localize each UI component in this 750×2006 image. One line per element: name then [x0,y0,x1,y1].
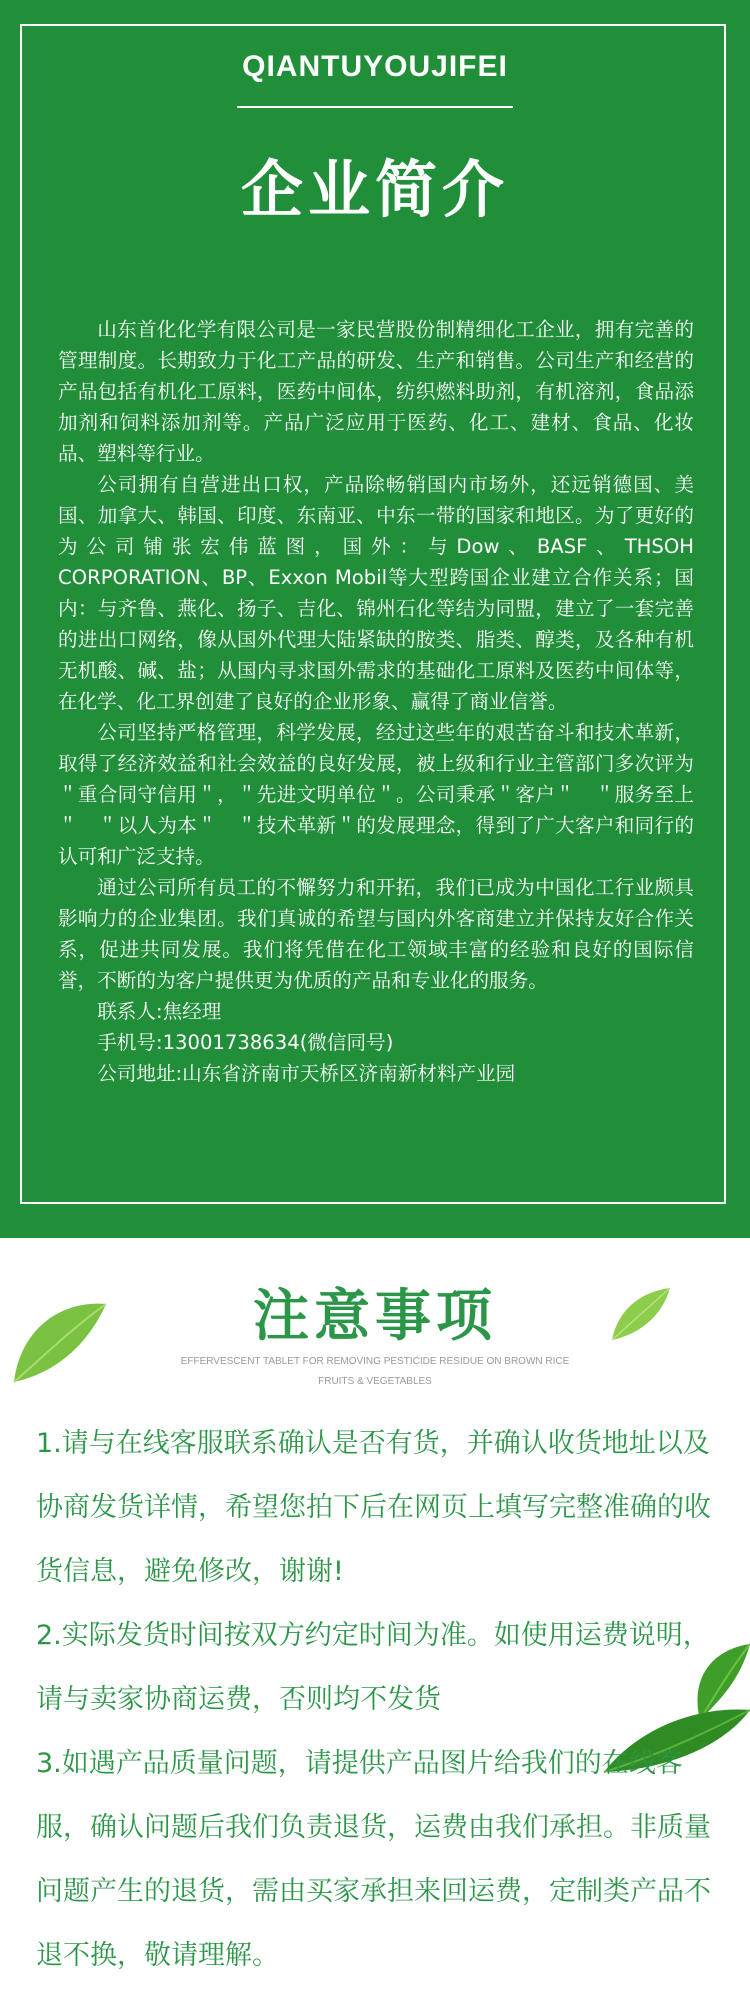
notice-subtitle-line: EFFERVESCENT TABLET FOR REMOVING PESTICIDE RESIDUE ON BROWN RICE [180,1356,570,1367]
notice-item: 2.实际发货时间按双方约定时间为准。如使用运费说明，请与卖家协商运费，否则均不发货 [36,1620,710,1715]
intro-title: 企业简介 [240,153,509,226]
intro-paragraph: 山东首化化学有限公司是一家民营股份制精细化工企业，拥有完善的管理制度。长期致力于化工产品的研发、生产和销售。公司生产和经营的产品包括有机化工原料，医药中间体，纺织燃料助剂，有机溶剂，食品添加剂和饲料添加剂等。产品广泛应用于医药、化工、建材、食品、化妆品、塑料等行业。 [58,318,694,465]
notice-list [36,1412,720,1988]
notice-subtitle [0,1352,750,1392]
notice-item: 3.如遇产品质量问题，请提供产品图片给我们的在线客服，确认问题后我们负责退货，运费由我们承担。非质量问题产生的退货，需由买家承担来回运费，定制类产品不退不换，敬请理解。 [36,1748,711,1971]
intro-body [58,314,694,1089]
contact-phone: 手机号:13001738634(微信同号) [97,1031,394,1054]
intro-paragraph: 公司拥有自营进出口权，产品除畅销国内市场外，还远销德国、美国、加拿大、韩国、印度、东南亚、中东一带的国家和地区。为了更好的为公司铺张宏伟蓝图，国外：与Dow、BASF、THSOH CORPORATION、BP、Exxon Mobil等大型跨国企业建立合作关系；国内：与齐鲁、燕化、扬子、吉化、锦州石化等结为同盟，建立了一套完善的进出口网络，像从国外代理大陆紧缺的胺类、脂类、醇类，及各种有机无机酸、碱、盐；从国内寻求国外需求的基础化工原料及医药中间体等，在化学、化工界创建了良好的企业形象、赢得了商业信誉。 [58,473,694,713]
brand-name: QIANTUYOUJIFEI [242,50,508,83]
contact-address: 公司地址:山东省济南市天桥区济南新材料产业园 [97,1062,516,1085]
notice-item: 1.请与在线客服联系确认是否有货，并确认收货地址以及协商发货详情，希望您拍下后在网页上填写完整准确的收货信息，避免修改，谢谢! [36,1428,711,1587]
intro-paragraph: 公司坚持严格管理，科学发展，经过这些年的艰苦奋斗和技术革新，取得了经济效益和社会效益的良好发展，被上级和行业主管部门多次评为＂重合同守信用＂，＂先进文明单位＂。公司秉承＂客户＂ ＂服务至上＂ ＂以人为本＂ ＂技术革新＂的发展理念，得到了广大客户和同行的认可和广泛支持。 [58,721,694,868]
intro-paragraph: 通过公司所有员工的不懈努力和开拓，我们已成为中国化工行业颇具影响力的企业集团。我们真诚的希望与国内外客商建立并保持友好合作关系，促进共同发展。我们将凭借在化工领域丰富的经验和良好的国际信誉，不断的为客户提供更为优质的产品和专业化的服务。 [58,876,694,992]
notice-subtitle-line: FRUITS & VEGETABLES [318,1376,432,1387]
contact-person: 联系人:焦经理 [97,1000,222,1023]
brand-divider [237,106,513,108]
notice-title: 注意事项 [253,1284,497,1349]
